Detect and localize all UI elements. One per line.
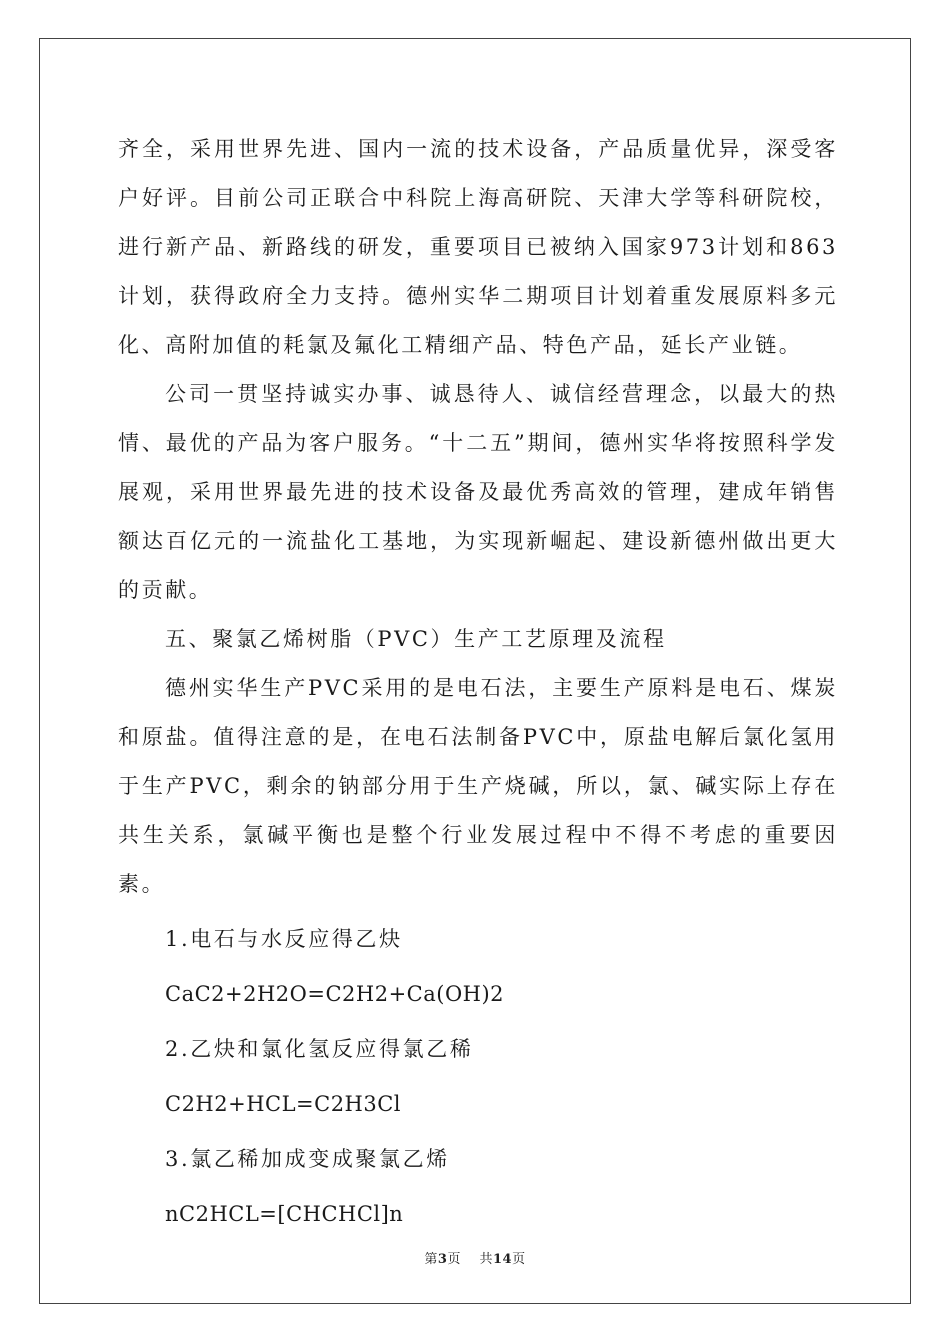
step-formula-1: CaC2+2H2O=C2H2+Ca(OH)2 <box>165 982 505 1006</box>
page-suffix: 页 <box>447 1252 461 1267</box>
page-footer <box>0 1248 950 1267</box>
page-total-number: 14 <box>493 1252 513 1267</box>
page-prefix: 第 <box>424 1252 438 1267</box>
paragraph-carbide-method: 德州实华生产PVC采用的是电石法，主要生产原料是电石、煤炭和原盐。值得注意的是，在电石法制备PVC中，原盐电解后氯化氢用于生产PVC，剩余的钠部分用于生产烧碱，所以，氯、碱实际上存在共生关系，氯碱平衡也是整个行业发展过程中不得不考虑的重要因素。 <box>118 676 838 896</box>
step-formula-2: C2H2+HCL=C2H3Cl <box>165 1092 402 1116</box>
paragraph-company-philosophy: 公司一贯坚持诚实办事、诚恳待人、诚信经营理念，以最大的热情、最优的产品为客户服务。“十二五”期间，德州实华将按照科学发展观，采用世界最先进的技术设备及最优秀高效的管理，建成年销售额达百亿元的一流盐化工基地，为实现新崛起、建设新德州做出更大的贡献。 <box>118 382 838 602</box>
step-formula-3: nC2HCL=[CHCHCl]n <box>165 1202 404 1226</box>
total-prefix: 共 <box>479 1252 493 1267</box>
section-heading-pvc-process: 五、聚氯乙烯树脂（PVC）生产工艺原理及流程 <box>165 627 667 651</box>
step-title-3: 3.氯乙稀加成变成聚氯乙烯 <box>165 1147 450 1171</box>
document-body <box>118 125 838 1239</box>
step-title-1: 1.电石与水反应得乙炔 <box>165 927 403 951</box>
paragraph-company-tech: 齐全，采用世界先进、国内一流的技术设备，产品质量优异，深受客户好评。目前公司正联合中科院上海高研院、天津大学等科研院校，进行新产品、新路线的研发，重要项目已被纳入国家973计划和863计划，获得政府全力支持。德州实华二期项目计划着重发展原料多元化、高附加值的耗氯及氟化工精细产品、特色产品，延长产业链。 <box>118 137 838 357</box>
total-suffix: 页 <box>512 1252 526 1267</box>
page-current-number: 3 <box>437 1252 448 1267</box>
step-title-2: 2.乙炔和氯化氢反应得氯乙稀 <box>165 1037 474 1061</box>
